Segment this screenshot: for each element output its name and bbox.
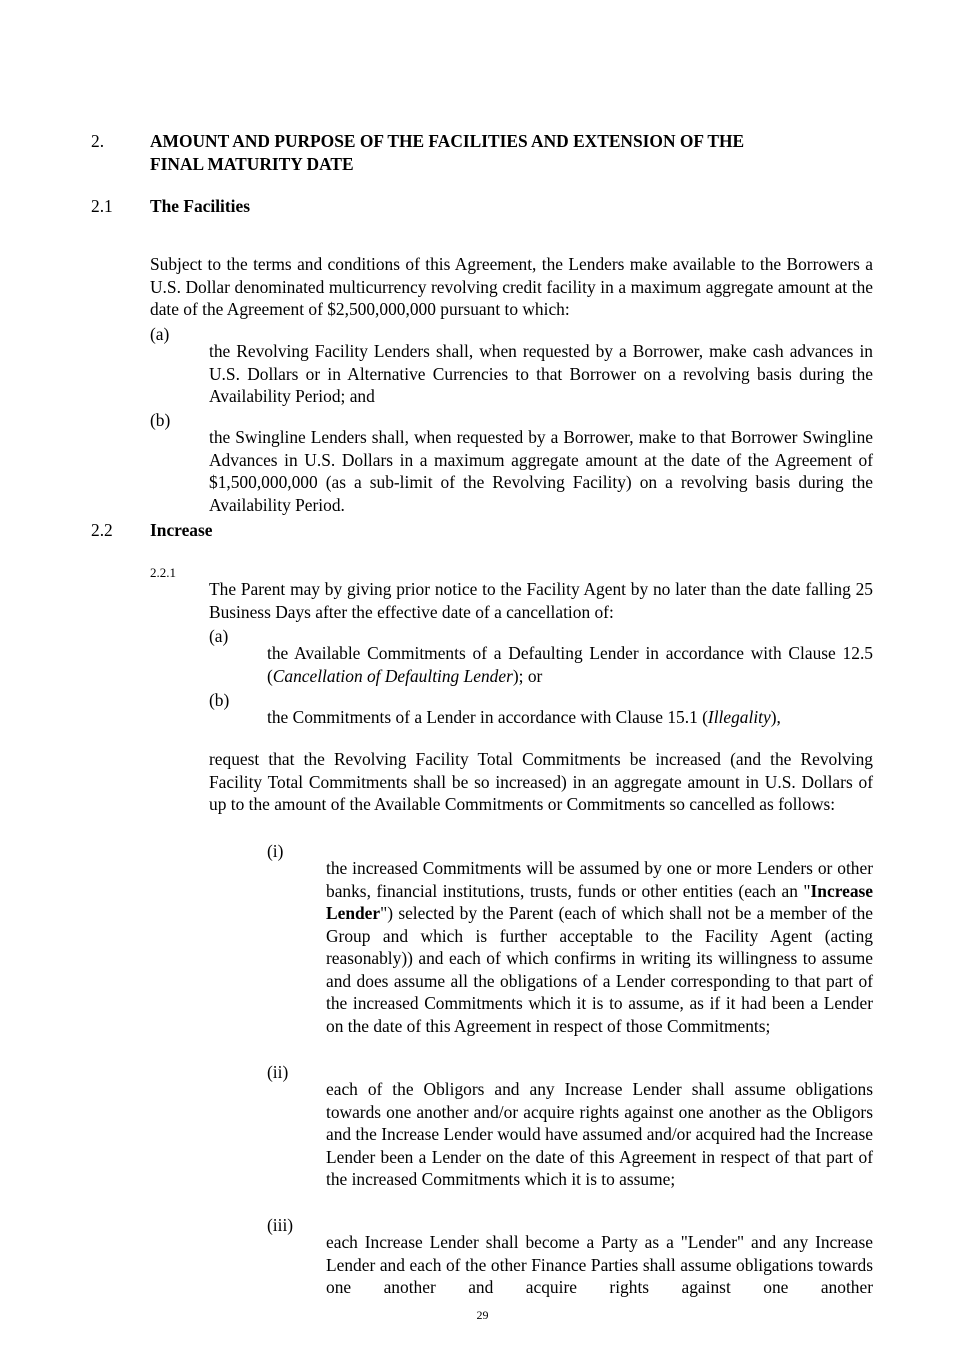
item-a-italic-ref: Cancellation of Defaulting Lender <box>272 665 513 686</box>
item-b-text-before: the Commitments of a Lender in accordance with Clause 15.1 ( <box>267 707 708 728</box>
section-title-line-1: AMOUNT AND PURPOSE OF THE FACILITIES AND EXTENSION OF THE <box>150 131 745 151</box>
clause-2-2-item-i-text <box>326 857 873 1037</box>
clause-2-2-item-a-text <box>267 642 873 687</box>
clause-2-1-item-b-label: (b) <box>150 410 171 430</box>
clause-2-2-item-b-text <box>267 706 873 729</box>
clause-2-2-heading: Increase <box>150 520 213 540</box>
clause-2-1-intro: Subject to the terms and conditions of this Agreement, the Lenders make available to the Borrowers a U.S. Dollar denominated multicurrency revolving credit facility in a maximum aggregate amount at the date of the Agreement of $2,500,000,000 pursuant to which: <box>150 254 873 320</box>
clause-2-2-1-number: 2.2.1 <box>150 565 176 580</box>
item-b-italic-ref: Illegality <box>707 707 771 728</box>
item-i-text-before: the increased Commitments will be assumed by one or more Lenders or other banks, financial institutions, trusts, funds or other entities (each an " <box>326 858 873 901</box>
item-a-text-after: ); or <box>512 665 543 686</box>
clause-2-1-heading: The Facilities <box>150 196 250 216</box>
clause-2-2-item-iii-label: (iii) <box>267 1215 294 1235</box>
clause-2-2-item-iii-text: each Increase Lender shall become a Party as a "Lender" and any Increase Lender and each of the other Finance Parties shall assume obligations towards one another and acquire rights against one another <box>326 1232 873 1298</box>
clause-2-2-number: 2.2 <box>91 520 113 540</box>
clause-2-1-item-a-text: the Revolving Facility Lenders shall, when requested by a Borrower, make cash advances in U.S. Dollars or in Alternative Currencies to that Borrower on a revolving basis during the Availability Period; and <box>209 341 873 407</box>
section-number: 2. <box>91 131 105 151</box>
clause-2-2-item-a-label: (a) <box>209 626 229 646</box>
clause-2-2-item-b-label: (b) <box>209 690 230 710</box>
clause-2-1-item-b-text: the Swingline Lenders shall, when requested by a Borrower, make to that Borrower Swingline Advances in U.S. Dollars in a maximum aggregate amount at the date of the Agreement of $1,500,000,000 (as a sub-limit of the Revolving Facility) on a revolving basis during the Availability Period. <box>209 427 873 515</box>
section-title <box>150 130 873 175</box>
clause-2-2-1-intro: The Parent may by giving prior notice to the Facility Agent by no later than the date falling 25 Business Days after the effective date of a cancellation of: <box>209 579 873 622</box>
item-i-text-after: ") selected by the Parent (each of which shall not be a member of the Group and which is further acceptable to the Facility Agent (acting reasonably)) and each of which confirms in writing its willingness to assume and does assume all the obligations of a Lender corresponding to that part of the increased Commitments which it is to assume, as if it had been a Lender on the date of this Agreement in respect of those Commitments; <box>326 903 873 1036</box>
clause-2-1-item-a-label: (a) <box>150 324 170 344</box>
item-i-defined-term: Increase Lender <box>326 880 873 924</box>
section-title-line-2: FINAL MATURITY DATE <box>150 153 354 174</box>
item-a-text-before: the Available Commitments of a Defaulting Lender in accordance with Clause 12.5 ( <box>267 643 873 686</box>
clause-2-1-number: 2.1 <box>91 196 113 216</box>
clause-2-2-item-i-label: (i) <box>267 841 284 861</box>
clause-2-2-item-ii-label: (ii) <box>267 1062 289 1082</box>
item-b-text-after: ), <box>770 707 781 728</box>
clause-2-2-request: request that the Revolving Facility Total Commitments be increased (and the Revolving Facility Total Commitments shall be so increased) in an aggregate amount in U.S. Dollars of up to the amount of the Available Commitments or Commitments so cancelled as follows: <box>209 749 873 815</box>
page-number: 29 <box>476 1308 489 1322</box>
clause-2-2-item-ii-text: each of the Obligors and any Increase Lender shall assume obligations towards one another and/or acquire rights against one another as the Obligors and the Increase Lender would have assumed and/or acquired had the Increase Lender been a Lender on the date of this Agreement in respect of that part of the increased Commitments which it is to assume; <box>326 1079 873 1190</box>
